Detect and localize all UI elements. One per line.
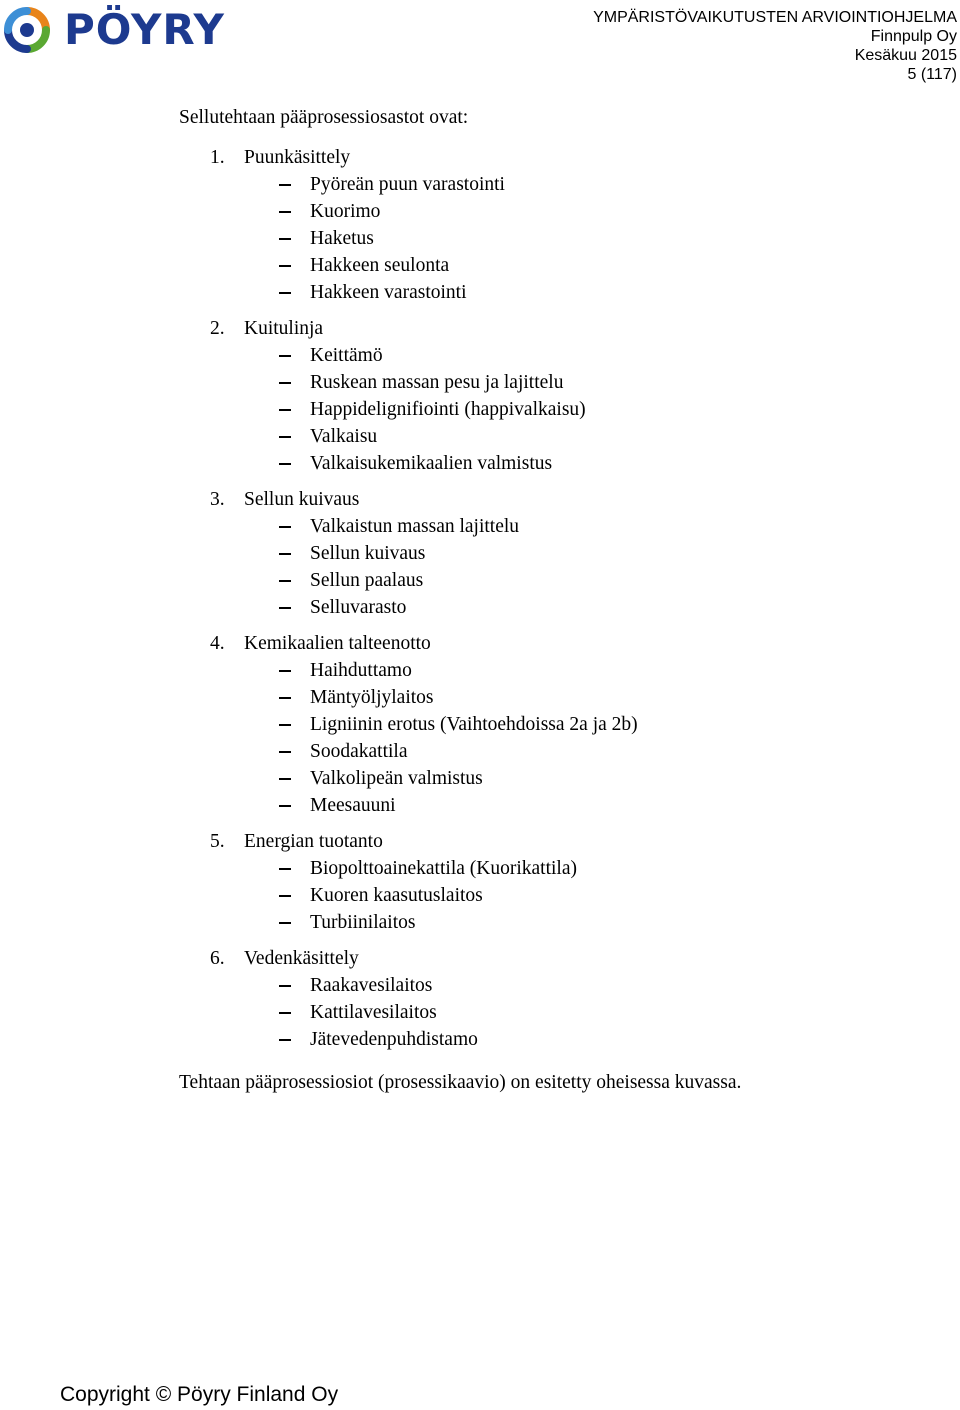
list-item-text: Ruskean massan pesu ja lajittelu	[310, 372, 564, 393]
program-title: YMPÄRISTÖVAIKUTUSTEN ARVIOINTIOHJELMA	[593, 9, 957, 26]
list-item-text: Kattilavesilaitos	[310, 1002, 437, 1023]
logo-wordmark: PÖYRY	[64, 5, 225, 54]
dash-bullet-icon	[279, 1039, 291, 1041]
dash-bullet-icon	[279, 355, 291, 357]
list-item	[179, 342, 939, 369]
list-item-text: Pyöreän puun varastointi	[310, 174, 505, 195]
list-item-text: Jätevedenpuhdistamo	[310, 1029, 478, 1050]
list-item-text: Soodakattila	[310, 741, 408, 762]
dash-bullet-icon	[279, 670, 291, 672]
list-item	[179, 657, 939, 684]
list-item-text: Ligniinin erotus (Vaihtoehdoissa 2a ja 2b)	[310, 714, 638, 735]
dash-bullet-icon	[279, 436, 291, 438]
list-item-text: Hakkeen seulonta	[310, 255, 450, 276]
dash-bullet-icon	[279, 238, 291, 240]
dash-bullet-icon	[279, 382, 291, 384]
section-heading	[179, 315, 939, 342]
list-item-text: Selluvarasto	[310, 597, 407, 618]
company-name: Finnpulp Oy	[870, 28, 957, 45]
section-number: 2.	[210, 318, 225, 339]
dash-bullet-icon	[279, 580, 291, 582]
process-section	[179, 315, 939, 477]
dash-bullet-icon	[279, 697, 291, 699]
process-section	[179, 630, 939, 819]
dash-bullet-icon	[279, 265, 291, 267]
list-item	[179, 765, 939, 792]
list-item-text: Happidelignifiointi (happivalkaisu)	[310, 399, 586, 420]
dash-bullet-icon	[279, 1012, 291, 1014]
section-heading	[179, 630, 939, 657]
dash-bullet-icon	[279, 868, 291, 870]
list-item	[179, 369, 939, 396]
dash-bullet-icon	[279, 724, 291, 726]
dash-bullet-icon	[279, 409, 291, 411]
document-body	[179, 104, 939, 1096]
list-item-text: Valkaistun massan lajittelu	[310, 516, 520, 537]
dash-bullet-icon	[279, 607, 291, 609]
section-heading	[179, 144, 939, 171]
section-title: Vedenkäsittely	[244, 948, 359, 969]
dash-bullet-icon	[279, 895, 291, 897]
list-item-text: Keittämö	[310, 345, 383, 366]
list-item	[179, 1026, 939, 1053]
process-section	[179, 828, 939, 936]
list-item	[179, 198, 939, 225]
document-date: Kesäkuu 2015	[854, 47, 957, 64]
process-section	[179, 144, 939, 306]
section-number: 3.	[210, 489, 225, 510]
closing-paragraph: Tehtaan pääprosessiosiot (prosessikaavio) on esitetty oheisessa kuvassa.	[179, 1072, 742, 1093]
process-section	[179, 486, 939, 621]
list-item-text: Biopolttoainekattila (Kuorikattila)	[310, 858, 577, 879]
list-item	[179, 999, 939, 1026]
list-item-text: Meesauuni	[310, 795, 396, 816]
section-title: Puunkäsittely	[244, 147, 351, 168]
list-item	[179, 738, 939, 765]
dash-bullet-icon	[279, 805, 291, 807]
list-item	[179, 423, 939, 450]
section-number: 1.	[210, 147, 225, 168]
dash-bullet-icon	[279, 292, 291, 294]
section-heading	[179, 486, 939, 513]
company-logo	[4, 6, 225, 54]
dash-bullet-icon	[279, 778, 291, 780]
list-item	[179, 171, 939, 198]
list-item	[179, 684, 939, 711]
copyright-footer: Copyright © Pöyry Finland Oy	[60, 1383, 339, 1406]
dash-bullet-icon	[279, 985, 291, 987]
list-item	[179, 792, 939, 819]
section-number: 6.	[210, 948, 225, 969]
list-item	[179, 855, 939, 882]
list-item-text: Kuoren kaasutuslaitos	[310, 885, 483, 906]
dash-bullet-icon	[279, 463, 291, 465]
dash-bullet-icon	[279, 922, 291, 924]
list-item	[179, 396, 939, 423]
section-title: Sellun kuivaus	[244, 489, 360, 510]
list-item	[179, 567, 939, 594]
list-item	[179, 972, 939, 999]
dash-bullet-icon	[279, 751, 291, 753]
dash-bullet-icon	[279, 553, 291, 555]
section-heading	[179, 828, 939, 855]
section-title: Kuitulinja	[244, 318, 324, 339]
list-item-text: Kuorimo	[310, 201, 381, 222]
list-item	[179, 909, 939, 936]
section-title: Energian tuotanto	[244, 831, 383, 852]
document-header	[593, 8, 957, 84]
list-item-text: Sellun kuivaus	[310, 543, 426, 564]
list-item-text: Valkolipeän valmistus	[310, 768, 483, 789]
list-item	[179, 513, 939, 540]
list-item	[179, 279, 939, 306]
list-item	[179, 882, 939, 909]
section-number: 5.	[210, 831, 225, 852]
dash-bullet-icon	[279, 526, 291, 528]
section-heading	[179, 945, 939, 972]
list-item-text: Haihduttamo	[310, 660, 412, 681]
list-item-text: Hakkeen varastointi	[310, 282, 467, 303]
intro-paragraph: Sellutehtaan pääprosessiosastot ovat:	[179, 107, 469, 128]
list-item	[179, 540, 939, 567]
page-number: 5 (117)	[907, 66, 957, 83]
section-title: Kemikaalien talteenotto	[244, 633, 431, 654]
list-item-text: Raakavesilaitos	[310, 975, 433, 996]
list-item-text: Valkaisu	[310, 426, 378, 447]
dash-bullet-icon	[279, 184, 291, 186]
poyry-swirl-icon	[4, 7, 50, 53]
section-number: 4.	[210, 633, 225, 654]
process-section-list	[179, 144, 939, 1053]
list-item-text: Turbiinilaitos	[310, 912, 416, 933]
list-item-text: Sellun paalaus	[310, 570, 424, 591]
list-item	[179, 225, 939, 252]
list-item	[179, 711, 939, 738]
list-item-text: Valkaisukemikaalien valmistus	[310, 453, 553, 474]
process-section	[179, 945, 939, 1053]
list-item-text: Mäntyöljylaitos	[310, 687, 434, 708]
dash-bullet-icon	[279, 211, 291, 213]
list-item	[179, 450, 939, 477]
list-item	[179, 594, 939, 621]
list-item-text: Haketus	[310, 228, 374, 249]
list-item	[179, 252, 939, 279]
